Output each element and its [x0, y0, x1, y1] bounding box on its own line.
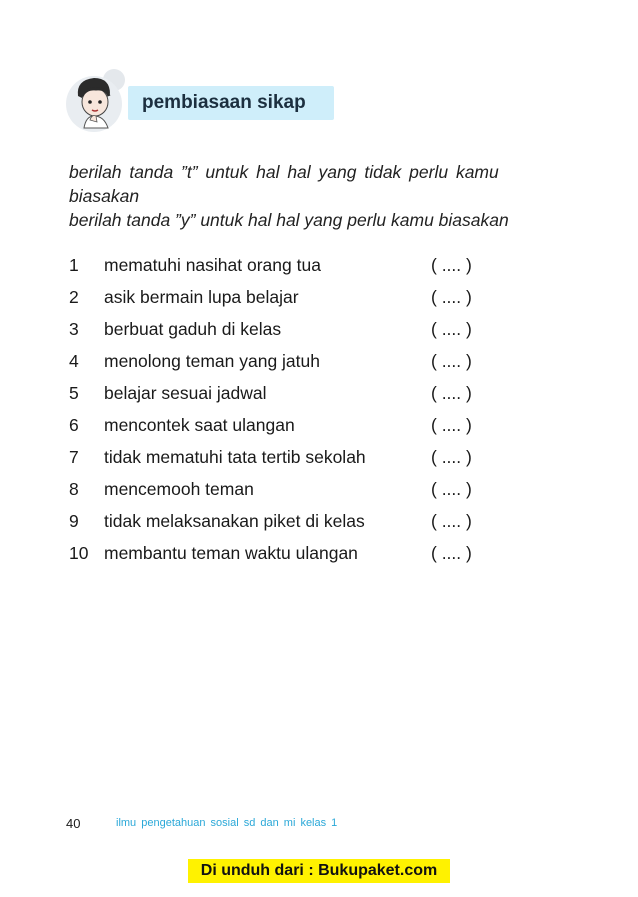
answer-blank[interactable]: ( .... )	[431, 383, 472, 403]
statement-list	[69, 254, 489, 574]
item-text: tidak mematuhi tata tertib sekolah	[104, 447, 366, 467]
list-item	[69, 350, 489, 382]
list-item	[69, 286, 489, 318]
item-number: 5	[69, 383, 79, 403]
list-item	[69, 254, 489, 286]
answer-blank[interactable]: ( .... )	[431, 255, 472, 275]
list-item	[69, 446, 489, 478]
item-number: 10	[69, 543, 89, 563]
page-number: 40	[66, 816, 81, 831]
item-number: 9	[69, 511, 79, 531]
list-item	[69, 414, 489, 446]
list-item	[69, 542, 489, 574]
item-number: 6	[69, 415, 79, 435]
list-item	[69, 382, 489, 414]
answer-blank[interactable]: ( .... )	[431, 319, 472, 339]
list-item	[69, 318, 489, 350]
item-text: asik bermain lupa belajar	[104, 287, 299, 307]
item-number: 3	[69, 319, 79, 339]
item-text: belajar sesuai jadwal	[104, 383, 267, 403]
book-title: ilmu pengetahuan sosial sd dan mi kelas 1	[116, 817, 338, 829]
section-title: pembiasaan sikap	[128, 86, 334, 120]
instructions	[69, 160, 571, 232]
item-text: mematuhi nasihat orang tua	[104, 255, 321, 275]
item-number: 7	[69, 447, 79, 467]
item-number: 1	[69, 255, 79, 275]
list-item	[69, 510, 489, 542]
item-text: mencontek saat ulangan	[104, 415, 295, 435]
item-text: menolong teman yang jatuh	[104, 351, 320, 371]
answer-blank[interactable]: ( .... )	[431, 447, 472, 467]
item-text: berbuat gaduh di kelas	[104, 319, 282, 339]
item-number: 4	[69, 351, 79, 371]
answer-blank[interactable]: ( .... )	[431, 351, 472, 371]
answer-blank[interactable]: ( .... )	[431, 415, 472, 435]
item-number: 8	[69, 479, 79, 499]
item-text: tidak melaksanakan piket di kelas	[104, 511, 365, 531]
item-number: 2	[69, 287, 79, 307]
instruction-line: berilah tanda ”y” untuk hal hal yang perlu kamu biasakan	[69, 210, 509, 230]
instruction-line: berilah tanda ”t” untuk hal hal yang tidak perlu kamu	[69, 162, 499, 182]
answer-blank[interactable]: ( .... )	[431, 287, 472, 307]
item-text: membantu teman waktu ulangan	[104, 543, 358, 563]
answer-blank[interactable]: ( .... )	[431, 479, 472, 499]
list-item	[69, 478, 489, 510]
download-banner: Di unduh dari : Bukupaket.com	[188, 859, 450, 883]
item-text: mencemooh teman	[104, 479, 254, 499]
answer-blank[interactable]: ( .... )	[431, 511, 472, 531]
instruction-line: biasakan	[69, 186, 140, 206]
answer-blank[interactable]: ( .... )	[431, 543, 472, 563]
